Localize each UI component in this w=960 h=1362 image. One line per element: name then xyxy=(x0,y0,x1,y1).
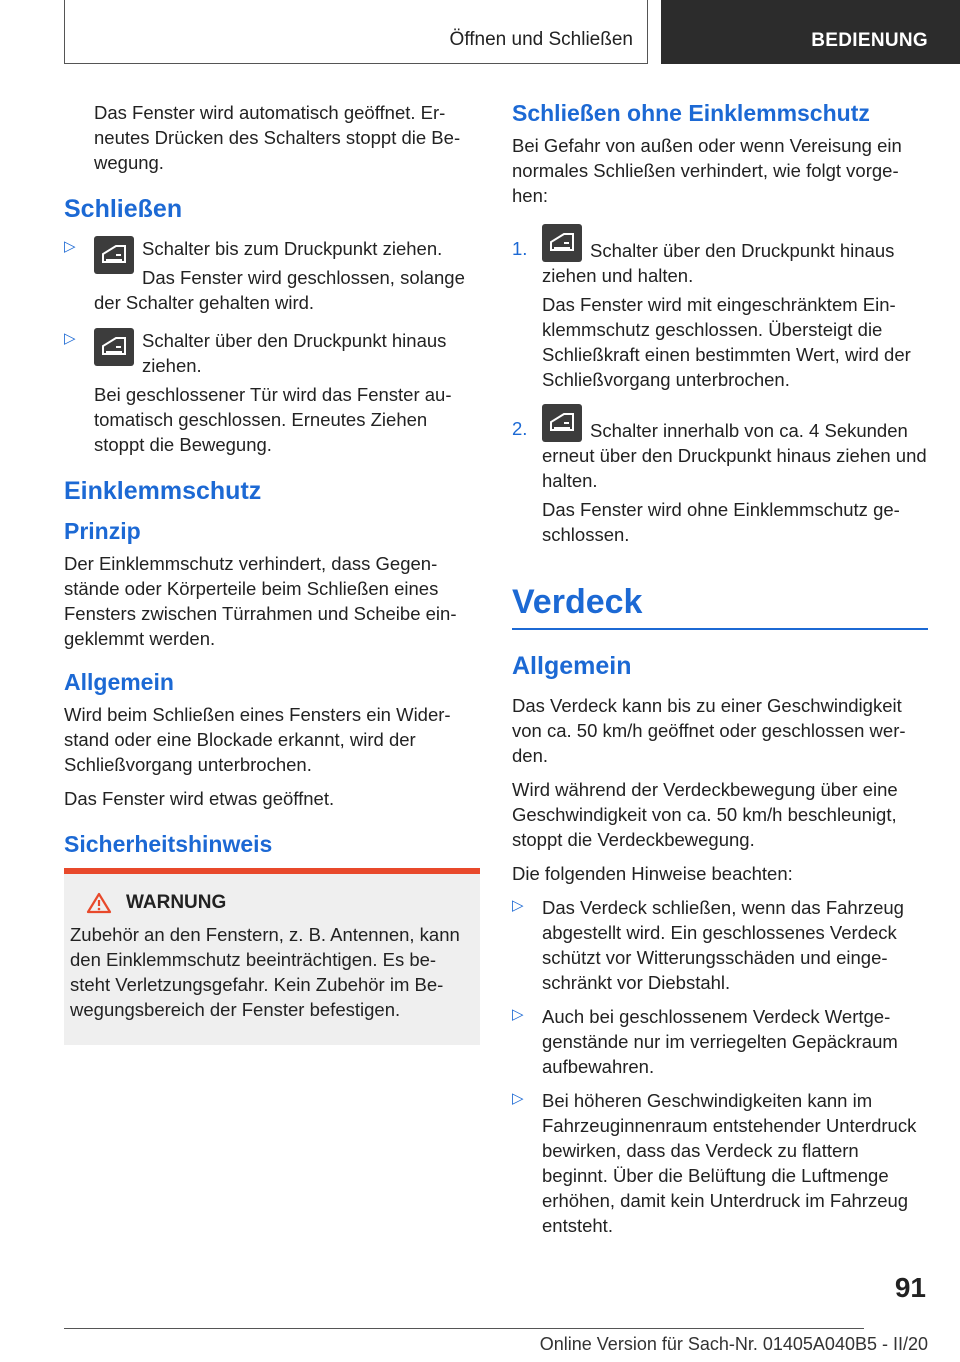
heading-einklemmschutz: Einklemmschutz xyxy=(64,477,262,505)
step-text: Schalter bis zum Druckpunkt ziehen. xyxy=(142,238,443,259)
verdeck-text: Das Verdeck kann bis zu einer Geschwindigkeit von ca. 50 km/h geöffnet oder geschlossen werden. xyxy=(512,695,906,766)
allgemein-text: Das Fenster wird etwas geöffnet. xyxy=(64,788,335,809)
list-item xyxy=(512,1004,928,1079)
step-text: Schalter innerhalb von ca. 4 Sekunden erneut über den Druckpunkt hinaus ziehen und halten. xyxy=(542,420,927,491)
warning-title: WARNUNG xyxy=(126,892,227,913)
bullet-text: Auch bei geschlossenem Verdeck Wertgegenstände nur im verriegelten Gepäckraum aufbewahren. xyxy=(542,1006,898,1077)
triangle-bullet-icon: ▷ xyxy=(512,897,524,914)
warning-text: Zubehör an den Fenstern, z. B. Antennen, kann den Einklemmschutz beeinträchtigen. Es besteht Verletzungsgefahr. Kein Zubehör im Bewegungsbereich der Fenster befestigen. xyxy=(70,924,460,1020)
heading-allgemein: Allgemein xyxy=(64,669,174,695)
prinzip-text: Der Einklemmschutz verhindert, dass Gegenstände oder Körperteile beim Schließen eines Fensters zwischen Türrahmen und Scheibe eingeklemmt werden. xyxy=(64,553,457,649)
step-text: Schalter über den Druckpunkt hinaus ziehen. xyxy=(142,330,447,376)
window-switch-icon xyxy=(94,236,134,274)
verdeck-text: Die folgenden Hinweise beachten: xyxy=(512,863,793,884)
step-text: Das Fenster wird geschlossen, solange der Schalter gehalten wird. xyxy=(94,267,465,313)
allgemein-text: Wird beim Schließen eines Fensters ein Widerstand oder eine Blockade erkannt, wird der Schließvorgang unterbrochen. xyxy=(64,704,451,775)
footer-text: Online Version für Sach-Nr. 01405A040B5 - II/20 xyxy=(539,1334,928,1354)
header-section xyxy=(64,0,648,64)
warning-header xyxy=(70,892,470,914)
step-text: Das Fenster wird mit eingeschränktem Einklemmschutz geschlossen. Übersteigt die Schließkraft einen bestimmten Wert, wird der Schließvorgang unterbrochen. xyxy=(542,294,911,390)
header-chapter-title: BEDIENUNG xyxy=(811,30,928,51)
intro-text: Das Fenster wird automatisch geöffnet. Erneutes Drücken des Schalters stoppt die Bewegung. xyxy=(94,102,461,173)
header-chapter xyxy=(661,0,960,64)
list-item xyxy=(512,1088,928,1238)
bullet-text: Bei höheren Geschwindigkeiten kann im Fahrzeuginnenraum entstehender Unterdruck bewirken, dass das Verdeck zu flattern beginnt. Über die Belüftung die Luftmenge erhöhen, damit kein Unterdruck im Fahrzeug entsteht. xyxy=(542,1090,917,1236)
triangle-bullet-icon: ▷ xyxy=(64,238,76,255)
numbered-step xyxy=(512,224,928,392)
window-switch-icon xyxy=(94,328,134,366)
page-number: 91 xyxy=(894,1272,926,1303)
step-text: Bei geschlossener Tür wird das Fenster automatisch geschlossen. Erneutes Ziehen stoppt die Bewegung. xyxy=(94,384,452,455)
triangle-bullet-icon: ▷ xyxy=(512,1090,524,1107)
heading-verdeck: Verdeck xyxy=(512,583,928,630)
list-item xyxy=(64,328,480,457)
heading-sicherheitshinweis: Sicherheitshinweis xyxy=(64,831,273,857)
list-item xyxy=(64,236,480,319)
heading-prinzip: Prinzip xyxy=(64,518,141,544)
step-number: 1. xyxy=(512,238,528,259)
warning-triangle-icon xyxy=(86,892,112,914)
window-switch-icon xyxy=(542,224,582,262)
footer-divider xyxy=(64,1328,864,1329)
header-section-title: Öffnen und Schließen xyxy=(449,29,633,50)
step-text: Das Fenster wird ohne Einklemmschutz geschlossen. xyxy=(542,499,900,545)
heading-allgemein: Allgemein xyxy=(512,652,632,680)
triangle-bullet-icon: ▷ xyxy=(64,330,76,347)
verdeck-text: Wird während der Verdeckbewegung über eine Geschwindigkeit von ca. 50 km/h beschleunigt, stoppt die Verdeckbewegung. xyxy=(512,779,898,850)
list-item xyxy=(512,895,928,995)
heading-schliessen: Schließen xyxy=(64,195,183,223)
heading-ohne-einklemmschutz: Schließen ohne Einklemmschutz xyxy=(512,100,870,126)
ohne-text: Bei Gefahr von außen oder wenn Vereisung ein normales Schließen verhindert, wie folgt vorgehen: xyxy=(512,135,902,206)
left-column xyxy=(64,100,480,1045)
step-text: Schalter über den Druckpunkt hinaus ziehen und halten. xyxy=(542,240,895,286)
numbered-step xyxy=(512,404,928,547)
bullet-text: Das Verdeck schließen, wenn das Fahrzeug abgestellt wird. Ein geschlossenes Verdeck schützt vor Witterungsschäden und eingeschränkt vor Diebstahl. xyxy=(542,897,904,993)
warning-box xyxy=(64,868,480,1045)
step-number: 2. xyxy=(512,418,528,439)
window-switch-icon xyxy=(542,404,582,442)
right-column xyxy=(512,100,928,1247)
triangle-bullet-icon: ▷ xyxy=(512,1006,524,1023)
